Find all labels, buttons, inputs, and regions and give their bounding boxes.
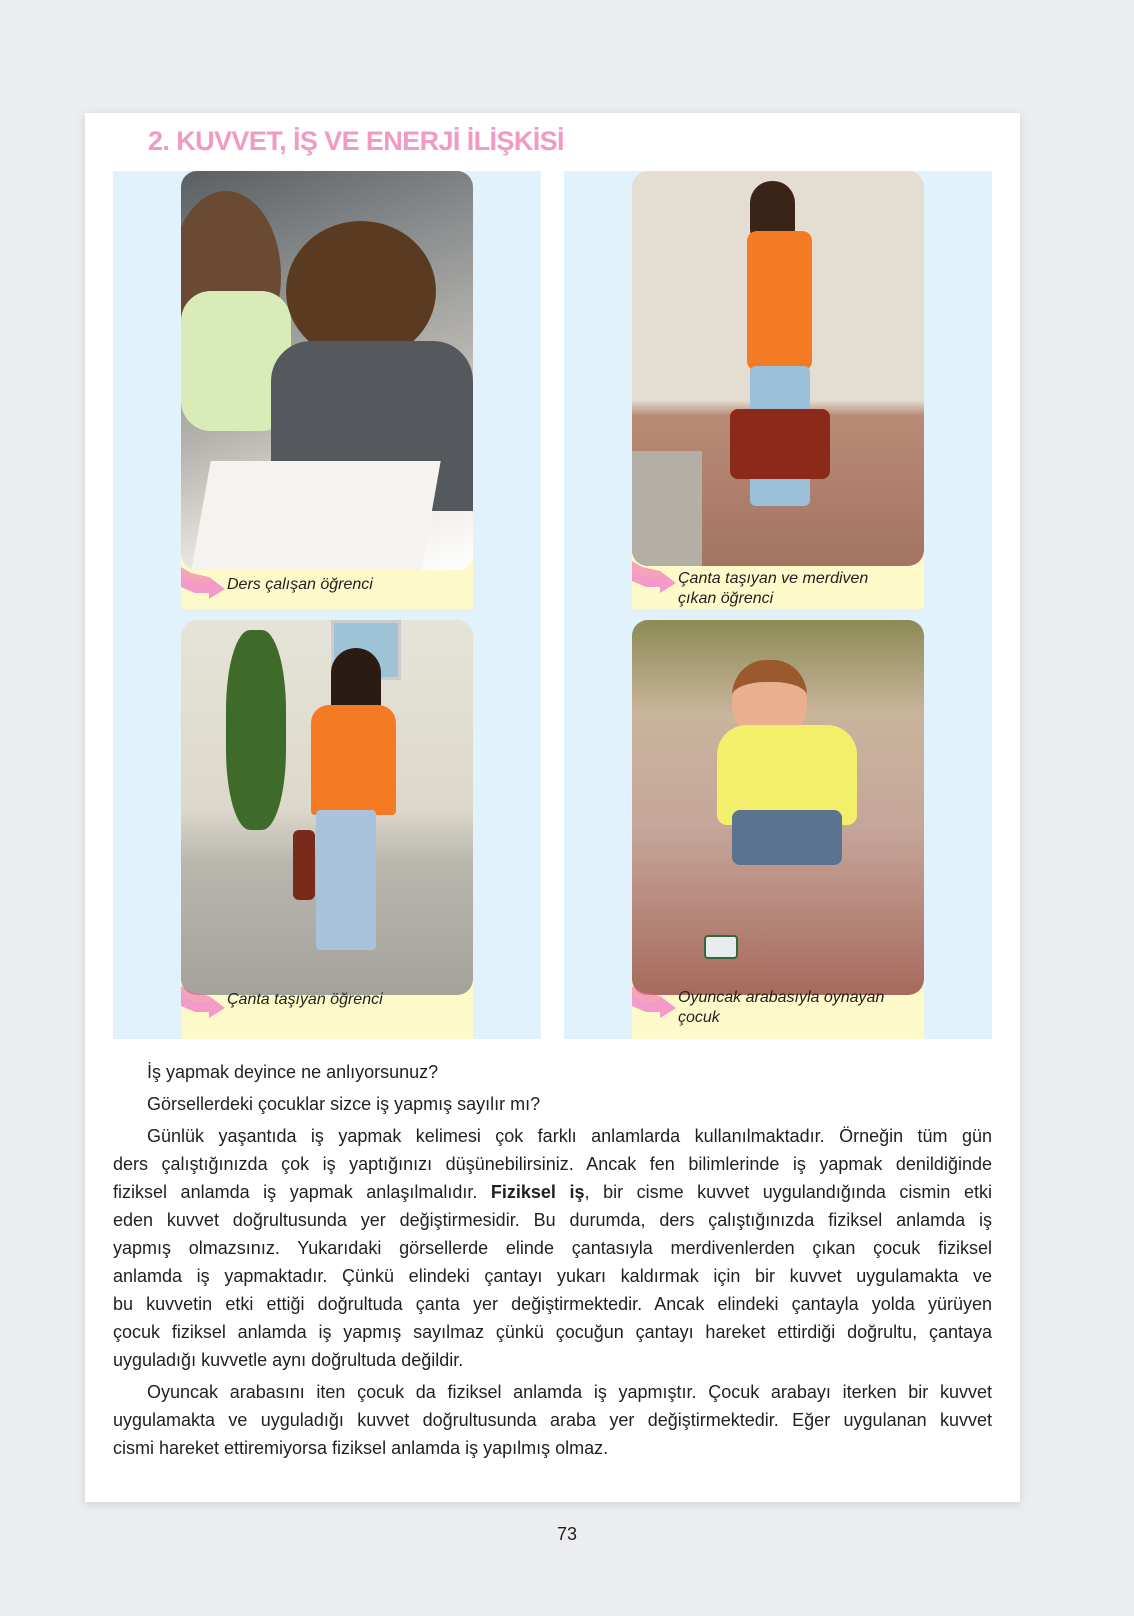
photo-child-toy-car xyxy=(632,620,924,995)
question-2: Görsellerdeki çocuklar sizce iş yapmış sayılır mı? xyxy=(147,1094,541,1114)
photo-student-studying xyxy=(181,171,473,570)
pink-arrow-icon xyxy=(632,978,676,1018)
paragraph-2: Oyuncak arabasını iten çocuk da fiziksel anlamda iş yapmıştır. Çocuk arabayı iterken bir kuvvet uygulamakta ve uyguladığı kuvvet doğrultusunda araba yer değiştirmektedir. Eğer uygulanan kuvvet cismi hareket ettiremiyorsa fiziksel anlamda iş yapılmış olmaz. xyxy=(113,1382,992,1458)
figure-walking xyxy=(181,620,473,1039)
figure-studying xyxy=(181,171,473,609)
section-heading: 2. KUVVET, İŞ VE ENERJİ İLİŞKİSİ xyxy=(148,126,564,156)
figure-toy-car xyxy=(632,620,924,1039)
right-figure-panel xyxy=(564,171,992,1039)
pink-arrow-icon xyxy=(181,559,225,599)
paragraph-1: Günlük yaşantıda iş yapmak kelimesi çok farklı anlamlarda kullanılmaktadır. Örneğin tüm gün ders çalıştığınızda çok iş yaptığınızı düşünebilirsiniz. Ancak fen bilimlerinde iş yapmak denildiğinde fiziksel anlamda iş yapmak anlaşılmalıdır. Fiziksel iş, bir cisme kuvvet uygulandığında cismin etki eden kuvvet doğrultusunda yer değiştirmesidir. Bu durumda, ders çalıştığınızda fiziksel anlamda iş yapmış olmazsınız. Yukarıdaki görsellerde elinde çantasıyla merdivenlerden çıkan çocuk fiziksel anlamda iş yapmaktadır. Çünkü elindeki çantayı yukarı kaldırmak için bir kuvvet uygulamakta ve bu kuvvetin etki ettiği doğrultuda çanta yer değiştirmektedir. Ancak elindeki çantayla yolda yürüyen çocuk fiziksel anlamda iş yapmış sayılmaz çünkü çocuğun çantayı hareket ettirdiği doğrultu, çantaya uyguladığı kuvvetle aynı doğrultuda değildir. xyxy=(113,1126,992,1370)
photo-student-walking xyxy=(181,620,473,995)
pink-arrow-icon xyxy=(181,978,225,1018)
figure-stairs xyxy=(632,171,924,609)
term-fiziksel-is: Fiziksel iş xyxy=(490,1182,585,1202)
question-1: İş yapmak deyince ne anlıyorsunuz? xyxy=(147,1062,439,1082)
caption-text: Ders çalışan öğrenci xyxy=(227,576,373,593)
pink-arrow-icon xyxy=(632,553,676,593)
caption-text: Çanta taşıyan öğrenci xyxy=(227,991,383,1008)
caption-text: Oyuncak arabasıyla oynayan çocuk xyxy=(678,989,885,1026)
left-figure-panel xyxy=(113,171,541,1039)
body-text xyxy=(113,1058,992,1466)
page-number: 73 xyxy=(556,1524,578,1544)
caption-text: Çanta taşıyan ve merdiven çıkan öğrenci xyxy=(678,570,869,607)
photo-student-stairs xyxy=(632,171,924,566)
